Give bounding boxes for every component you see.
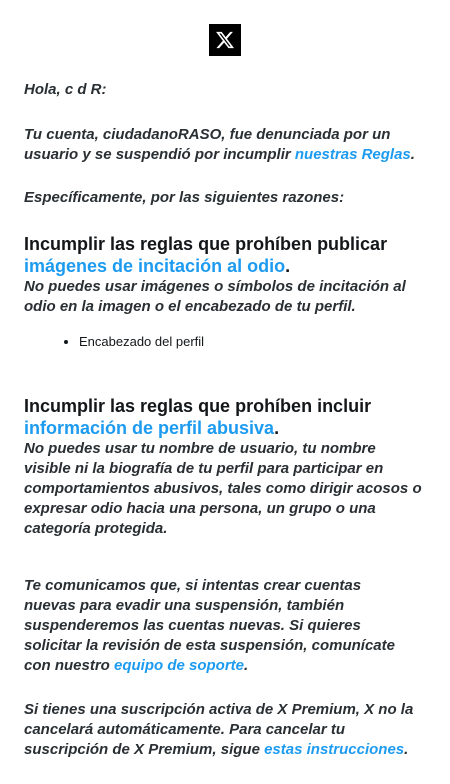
reason-description: No puedes usar imágenes o símbolos de incitación al odio en la imagen o el encabezado de tu perfil. <box>24 278 406 315</box>
rules-link[interactable]: nuestras Reglas <box>294 146 411 163</box>
hateful-images-link[interactable]: imágenes de incitación al odio <box>24 256 286 276</box>
violation-location-list <box>24 334 450 350</box>
evasion-warning-text: Te comunicamos que, si intentas crear cuentas nuevas para evadir una suspensión, también suspenderemos las cuentas nuevas. Si quieres solicitar la revisión de esta suspensión, comunícate con nuestro <box>24 577 395 674</box>
reason-title-end: . <box>274 418 280 438</box>
suspension-notice-end: . <box>410 146 415 163</box>
reason-title <box>24 233 424 277</box>
x-logo-icon <box>209 24 241 56</box>
list-item: • Encabezado del perfil <box>79 334 450 350</box>
instructions-link[interactable]: estas instrucciones <box>264 741 405 758</box>
reason-hateful-images <box>24 233 424 317</box>
x-logo-glyph <box>215 30 235 50</box>
support-team-link[interactable]: equipo de soporte <box>114 657 245 674</box>
reasons-intro: Específicamente, por las siguientes razones: <box>24 189 345 206</box>
greeting-text: Hola, c d R: <box>24 81 107 98</box>
evasion-warning <box>24 576 404 676</box>
suspension-notice-text: Tu cuenta, ciudadanoRASO, fue denunciada por un usuario y se suspendió por incumplir <box>24 126 391 163</box>
reason-title-text: Incumplir las reglas que prohíben publicar <box>24 234 388 254</box>
premium-notice <box>24 700 429 760</box>
premium-notice-end: . <box>404 741 409 758</box>
evasion-warning-end: . <box>244 657 249 674</box>
premium-notice-text: Si tienes una suscripción activa de X Premium, X no la cancelará automáticamente. Para cancelar tu suscripción de X Premium, sigue <box>24 701 414 758</box>
reason-abusive-profile <box>24 395 424 539</box>
reason-description: No puedes usar tu nombre de usuario, tu nombre visible ni la biografía de tu perfil para participar en comportamientos abusivos, tales como dirigir acosos o expresar odio hacia una persona, un grupo o una categoría protegida. <box>24 440 422 537</box>
abusive-profile-link[interactable]: información de perfil abusiva <box>24 418 275 438</box>
reason-title-end: . <box>285 256 291 276</box>
suspension-notice <box>24 125 424 165</box>
reason-title <box>24 395 424 439</box>
reason-title-text: Incumplir las reglas que prohíben incluir <box>24 396 372 416</box>
